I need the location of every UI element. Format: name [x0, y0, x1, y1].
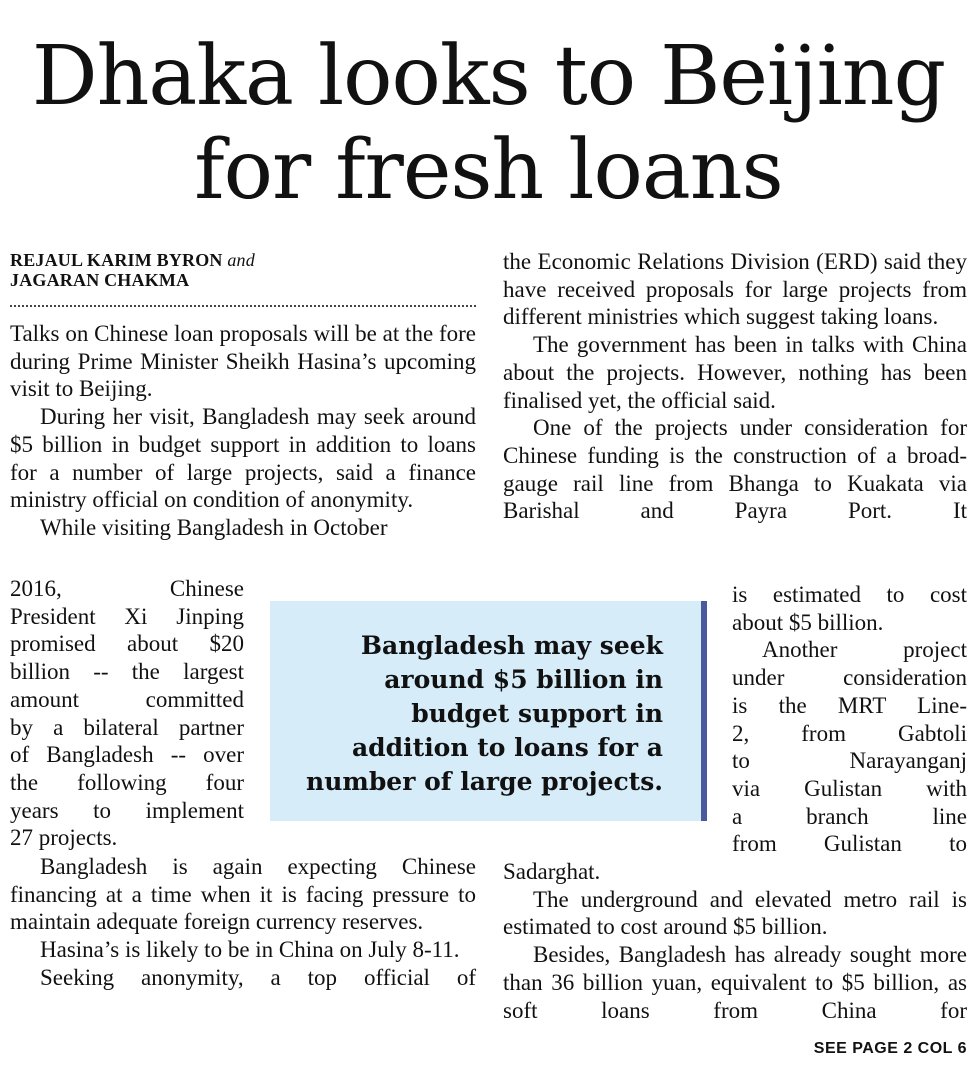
right-narrow-line: 2, from Gabtoli — [732, 720, 967, 746]
pull-quote-text — [263, 629, 663, 799]
right-paragraph-6: Besides, Bangladesh has already sought more than 36 billion yuan, equivalent to $5 billion, as soft loans from China for — [503, 942, 967, 1023]
byline-author-2: JAGARAN CHAKMA — [10, 270, 190, 290]
left-paragraph-3-lead: While visiting Bangladesh in October — [40, 514, 388, 540]
right-narrow-line: is estimated to cost — [732, 582, 967, 607]
right-narrow-line: Another project — [762, 637, 967, 663]
right-paragraph-3: One of the projects under consideration for Chinese funding is the construction of a broad-gauge rail line from Bhanga to Kuakata via Barishal and Payra Port. It — [503, 415, 967, 524]
right-narrow-line: about $5 billion. — [732, 609, 884, 635]
left-narrow-line: President Xi Jinping — [10, 603, 244, 629]
left-column-top — [10, 320, 476, 542]
byline-author-1: REJAUL KARIM BYRON — [10, 250, 223, 270]
left-narrow-line: by a bilateral partner — [10, 714, 244, 740]
pull-quote-line: addition to loans for a — [351, 733, 663, 762]
left-paragraph-2: During her visit, Bangladesh may seek around $5 billion in budget support in addition to loans for a number of large projects, said a finance ministry official on condition of anonymity. — [10, 404, 476, 513]
right-paragraph-1: the Economic Relations Division (ERD) said they have received proposals for large projects from different ministries which suggest taking loans. — [503, 249, 967, 330]
left-column-bottom — [10, 853, 476, 992]
byline-divider — [10, 305, 476, 307]
left-narrow-line: 2016, Chinese — [10, 576, 244, 601]
left-narrow-line: the following four — [10, 769, 244, 795]
right-narrow-line: is the MRT Line- — [732, 692, 967, 718]
left-narrow-line: amount committed — [10, 686, 244, 712]
headline-line-2: for fresh loans — [194, 123, 783, 218]
byline-joiner: and — [227, 250, 255, 270]
left-paragraph-6: Seeking anonymity, a top official of — [40, 964, 476, 990]
byline — [10, 250, 476, 290]
jump-line: SEE PAGE 2 COL 6 — [813, 1040, 967, 1057]
right-narrow-line: under consideration — [732, 665, 967, 691]
right-paragraph-5: The underground and elevated metro rail is estimated to cost around $5 billion. — [503, 886, 967, 940]
left-narrow-line: of Bangladesh -- over — [10, 742, 244, 768]
pull-quote-line: number of large projects. — [306, 767, 663, 796]
pull-quote-line: Bangladesh may seek — [360, 631, 663, 660]
right-narrow-line: via Gulistan with — [732, 775, 967, 801]
pull-quote-line: budget support in — [411, 699, 663, 728]
left-paragraph-4: Bangladesh is again expecting Chinese financing at a time when it is facing pressure to maintain adequate foreign currency reserves. — [10, 854, 476, 935]
left-paragraph-1: Talks on Chinese loan proposals will be at the fore during Prime Minister Sheikh Hasina’s upcoming visit to Beijing. — [10, 321, 476, 402]
right-narrow-line: to Narayanganj — [732, 748, 967, 774]
right-column-narrow — [732, 581, 967, 858]
right-narrow-line: from Gulistan to — [732, 831, 967, 857]
pull-quote-line: around $5 billion in — [384, 665, 663, 694]
right-column-bottom — [503, 858, 967, 1024]
right-narrow-line: a branch line — [732, 803, 967, 829]
headline-line-1: Dhaka looks to Beijing — [31, 29, 946, 124]
left-paragraph-5: Hasina’s is likely to be in China on July 8-11. — [40, 937, 460, 963]
left-narrow-line: 27 projects. — [10, 825, 118, 851]
left-narrow-line: billion -- the largest — [10, 659, 244, 685]
right-paragraph-4-tail: Sadarghat. — [503, 859, 601, 884]
right-column-top — [503, 248, 967, 525]
pull-quote-box — [270, 601, 707, 821]
headline — [0, 30, 977, 218]
right-paragraph-2: The government has been in talks with China about the projects. However, nothing has been finalised yet, the official said. — [503, 332, 967, 413]
left-narrow-line: promised about $20 — [10, 631, 244, 657]
left-narrow-line: years to implement — [10, 797, 244, 823]
left-column-narrow — [10, 575, 244, 852]
